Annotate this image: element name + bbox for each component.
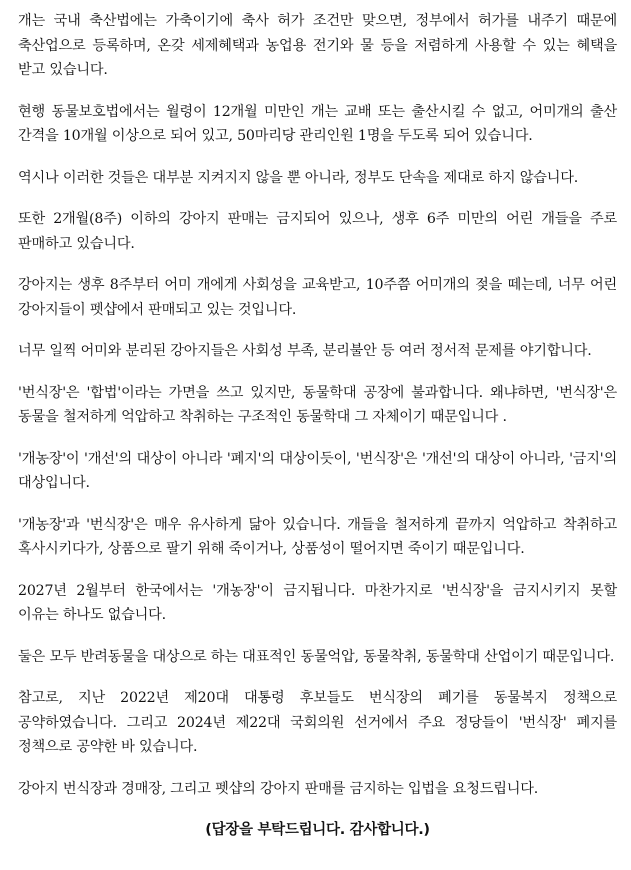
paragraph-emotional-problems: 너무 일찍 어미와 분리된 강아지들은 사회성 부족, 분리불안 등 여러 정서적 문제를 야기합니다. — [18, 343, 592, 359]
paragraph-pet-industry: 둘은 모두 반려동물을 대상으로 하는 대표적인 동물억압, 동물착취, 동물학대 산업이기 때문입니다. — [18, 648, 615, 665]
paragraph-puppy-sale-age: 또한 2개월(8주) 이하의 강아지 판매는 금지되어 있으나, 생후 6주 미만의 어린 개들을 주로 판매하고 있습니다. — [18, 211, 617, 252]
paragraph-similarity: '개농장'과 '번식장'은 매우 유사하게 닮아 있습니다. 개들을 철저하게 끝까지 억압하고 착취하고 혹사시키다가, 상품으로 팔기 위해 죽이거나, 상품성이 떨어지면 죽이기 때문입니다. — [18, 516, 617, 557]
paragraph-socialization: 강아지는 생후 8주부터 어미 개에게 사회성을 교육받고, 10주쯤 어미개의 젖을 떼는데, 너무 어린 강아지들이 펫샵에서 판매되고 있는 것입니다. — [18, 277, 617, 318]
paragraph-dog-farm-ban-2027: 2027년 2월부터 한국에서는 '개농장'이 금지됩니다. 마찬가지로 '번식장'을 금지시키지 못할 이유는 하나도 없습니다. — [18, 582, 617, 623]
paragraph-breeding-farm-abuse: '번식장'은 '합법'이라는 가면을 쓰고 있지만, 동물학대 공장에 불과합니다. 왜냐하면, '번식장'은 동물을 철저하게 억압하고 착취하는 구조적인 동물학대 그 자체이기 때문입니다 . — [18, 384, 617, 425]
paragraph-livestock-law: 개는 국내 축산법에는 가축이기에 축사 허가 조건만 맞으면, 정부에서 허가를 내주기 때문에 축산업으로 등록하며, 온갖 세제혜택과 농업용 전기와 물 등을 저렴하게 사용할 수 있는 혜택을 받고 있습니다. — [18, 13, 617, 78]
paragraph-legislation-request: 강아지 번식장과 경매장, 그리고 펫샵의 강아지 판매를 금지하는 입법을 요청드립니다. — [18, 780, 539, 797]
paragraph-no-enforcement: 역시나 이러한 것들은 대부분 지켜지지 않을 뿐 아니라, 정부도 단속을 제대로 하지 않습니다. — [18, 169, 579, 186]
paragraph-election-pledges: 참고로, 지난 2022년 제20대 대통령 후보들도 번식장의 폐기를 동물복지 정책으로 공약하였습니다. 그리고 2024년 제22대 국회의원 선거에서 주요 정당들이 '번식장' 폐지를 정책으로 공약한 바 있습니다. — [18, 690, 617, 755]
paragraph-animal-protection-law: 현행 동물보호법에서는 월령이 12개월 미만인 개는 교배 또는 출산시킬 수 없고, 어미개의 출산 간격을 10개월 이상으로 되어 있고, 50마리당 관리인원 1명을 두도록 되어 있습니다. — [18, 103, 617, 144]
paragraph-abolish-not-improve: '개농장'이 '개선'의 대상이 아니라 '폐지'의 대상이듯이, '번식장'은 '개선'의 대상이 아니라, '금지'의 대상입니다. — [18, 450, 617, 491]
closing-line: (답장을 부탁드립니다. 감사합니다.) — [205, 822, 430, 838]
